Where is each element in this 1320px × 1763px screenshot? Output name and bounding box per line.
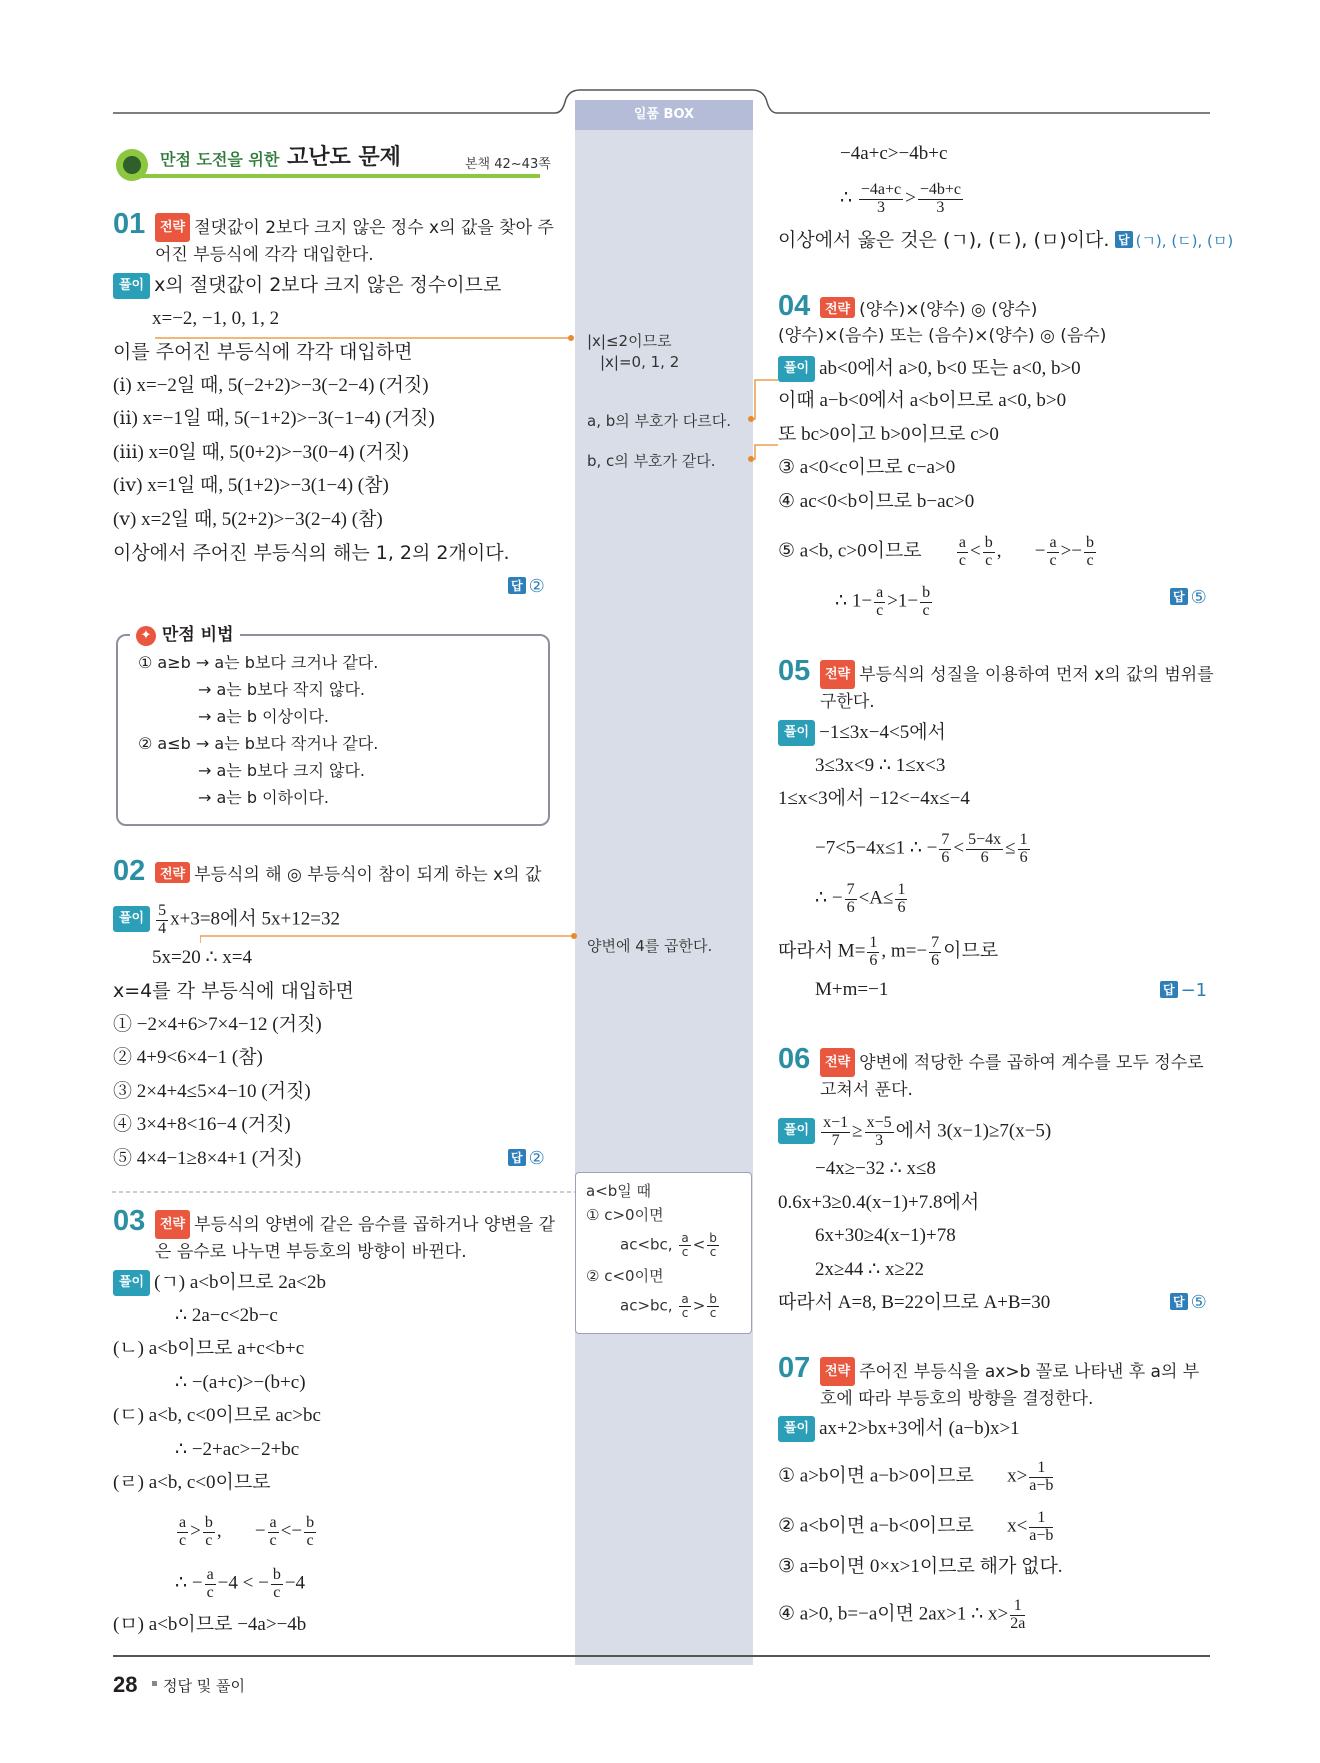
- solution-line: (ㄴ) a<b이므로 a+c<b+c: [113, 1338, 305, 1359]
- side-note: |x|=0, 1, 2: [600, 353, 680, 371]
- strategy-04: 전략 (양수)×(양수) ◎ (양수): [820, 295, 1037, 320]
- solution-line: 6x+30≥4(x−1)+78: [815, 1225, 956, 1246]
- solution-line: −4x≥−32 ∴ x≤8: [815, 1158, 936, 1179]
- problem-number: 02: [113, 855, 146, 887]
- solution-line: (ⅳ) x=1일 때, 5(1+2)>−3(1−4) (참): [113, 475, 389, 496]
- solution-line: 풀이 −1≤3x−4<5에서: [778, 720, 946, 746]
- solution-line: (ⅲ) x=0일 때, 5(0+2)>−3(0−4) (거짓): [113, 442, 409, 463]
- section-title: 고난도 문제: [287, 145, 401, 170]
- solution-line: 이상에서 옳은 것은 (ㄱ), (ㄷ), (ㅁ)이다.: [778, 229, 1110, 251]
- solution-line: ∴ − $\frac{a}{c}$ −4 < − $\frac{b}{c}$ −4: [175, 1566, 306, 1601]
- tip-line: → a는 b 이하이다.: [198, 788, 329, 807]
- solution-line: ② 4+9<6×4−1 (참): [113, 1047, 263, 1068]
- solution-line: 풀이 $\frac{x-1}{7}$ ≥ $\frac{x-5}{3}$ 에서 3(x−1)≥7(x−5): [778, 1115, 1051, 1149]
- strategy-06: 전략 양변에 적당한 수를 곱하여 계수를 모두 정수로 고쳐서 푼다.: [820, 1048, 1215, 1104]
- tip-line: → a는 b보다 작지 않다.: [198, 680, 365, 699]
- solution-line: 풀이 (ㄱ) a<b이므로 2a<2b: [113, 1270, 326, 1296]
- page-reference: 본책 42~43쪽: [465, 157, 551, 172]
- box-label: 일품 BOX: [633, 107, 695, 122]
- solution-line: ∴ 1− $\frac{a}{c}$ >1− $\frac{b}{c}$: [835, 584, 931, 619]
- solution-line: ④ a>0, b=−a이면 2ax>1 ∴ x> $\frac{1}{2a}$: [778, 1597, 1026, 1632]
- answer-04: 답 ⑤: [1170, 587, 1207, 608]
- solution-line: ∴ 2a−c<2b−c: [175, 1305, 278, 1326]
- solution-line: (ⅰ) x=−2일 때, 5(−2+2)>−3(−2−4) (거짓): [113, 375, 429, 396]
- solution-line: (ㄷ) a<b, c<0이므로 ac>bc: [113, 1405, 321, 1426]
- strategy-02: 전략 부등식의 해 ◎ 부등식이 참이 되게 하는 x의 값: [155, 860, 541, 885]
- solution-line: ③ a<0<c이므로 c−a>0: [778, 457, 956, 478]
- section-title-small: 만점 도전을 위한: [160, 150, 280, 169]
- solution-line: 이를 주어진 부등식에 각각 대입하면: [113, 341, 413, 363]
- solution-line: ④ 3×4+8<16−4 (거짓): [113, 1114, 291, 1135]
- solution-line: $\frac{a}{c}$ > $\frac{b}{c}$ , − $\frac{a}{c}$ <− $\frac{b}{c}$: [179, 1514, 315, 1549]
- solution-line: 3≤3x<9 ∴ 1≤x<3: [815, 755, 946, 776]
- answer-06: 답 ⑤: [1170, 1292, 1207, 1313]
- tip-title: ✦ 만점 비법: [130, 620, 240, 646]
- solution-line: 5x=20 ∴ x=4: [152, 947, 253, 968]
- answer-01: 답 ②: [508, 576, 545, 597]
- tip-line: → a는 b 이상이다.: [198, 707, 329, 726]
- solution-line: ∴ −2+ac>−2+bc: [175, 1439, 300, 1460]
- answer-03: 답 (ㄱ), (ㄷ), (ㅁ): [1115, 230, 1233, 251]
- connector-line: [200, 933, 580, 947]
- strategy-04b: (양수)×(음수) 또는 (음수)×(양수) ◎ (음수): [778, 326, 1107, 346]
- tip-line: → a는 b보다 크지 않다.: [198, 761, 365, 780]
- solution-line: ④ ac<0<b이므로 b−ac>0: [778, 491, 975, 512]
- solution-line: 풀이 ax+2>bx+3에서 (a−b)x>1: [778, 1416, 1020, 1442]
- solution-line: 풀이 $\frac{5}{4}$ x+3=8에서 5x+12=32: [113, 903, 340, 937]
- solution-line: (ⅱ) x=−1일 때, 5(−1+2)>−3(−1−4) (거짓): [113, 408, 435, 429]
- footer-rule: [113, 1655, 1210, 1657]
- side-note: |x|≤2이므로: [587, 332, 672, 350]
- solution-line: ③ a=b이면 0×x>1이므로 해가 없다.: [778, 1556, 1063, 1577]
- side-box-line: ac<bc, $\frac{a}{c}$ < $\frac{b}{c}$: [620, 1231, 717, 1259]
- strategy-03: 전략 부등식의 양변에 같은 음수를 곱하거나 양변을 같은 음수로 나누면 부등호의 방향이 바뀐다.: [155, 1210, 555, 1266]
- solution-line: M+m=−1: [815, 979, 889, 1000]
- solution-line: ∴ −(a+c)>−(b+c): [175, 1372, 306, 1393]
- tip-line: ① a≥b → a는 b보다 크거나 같다.: [138, 653, 379, 672]
- side-note: b, c의 부호가 같다.: [587, 452, 716, 470]
- side-box-line: ac>bc, $\frac{a}{c}$ > $\frac{b}{c}$: [620, 1292, 717, 1320]
- solution-line: ① a>b이면 a−b>0이므로 x> $\frac{1}{a-b}$: [778, 1459, 1054, 1494]
- solution-line: 풀이 ab<0에서 a>0, b<0 또는 a<0, b>0: [778, 356, 1081, 382]
- box-header: [575, 100, 753, 130]
- solution-line: (ㄹ) a<b, c<0이므로: [113, 1472, 271, 1493]
- problem-number: 05: [778, 655, 811, 687]
- solution-line: 풀이 x의 절댓값이 2보다 크지 않은 정수이므로: [113, 273, 501, 299]
- side-note: a, b의 부호가 다르다.: [587, 412, 731, 430]
- solution-line: ∴ $\frac{-4a+c}{3}$ > $\frac{-4b+c}{3}$: [840, 181, 961, 216]
- answer-02: 답 ②: [508, 1148, 545, 1169]
- page-number: 28: [113, 1672, 138, 1697]
- problem-number: 01: [113, 208, 146, 240]
- solution-line: x=−2, −1, 0, 1, 2: [152, 308, 280, 329]
- side-box-line: ① c>0이면: [586, 1206, 664, 1224]
- solution-line: 이때 a−b<0에서 a<b이므로 a<0, b>0: [778, 390, 1067, 411]
- dashed-divider: [112, 1190, 577, 1194]
- problem-number: 06: [778, 1043, 811, 1075]
- side-box-line: ② c<0이면: [586, 1267, 664, 1285]
- connector-line: [748, 375, 783, 470]
- solution-line: −4a+c>−4b+c: [840, 143, 948, 164]
- strategy-01: 전략 절댓값이 2보다 크지 않은 정수 x의 값을 찾아 주어진 부등식에 각각 대입한다.: [155, 213, 555, 269]
- tip-line: ② a≤b → a는 b보다 작거나 같다.: [138, 734, 379, 753]
- bullet-icon: [152, 1681, 157, 1686]
- solution-line: 2x≥44 ∴ x≥22: [815, 1259, 924, 1280]
- solution-line: (ⅴ) x=2일 때, 5(2+2)>−3(2−4) (참): [113, 509, 383, 530]
- solution-line: 1≤x<3에서 −12<−4x≤−4: [778, 788, 970, 809]
- solution-line: ⑤ a<b, c>0이므로 $\frac{a}{c}$ < $\frac{b}{c}$ , − $\frac{a}{c}$ >− $\frac{b}{c}$: [778, 534, 1094, 569]
- solution-line: 또 bc>0이고 b>0이므로 c>0: [778, 424, 999, 445]
- connector-line: [155, 334, 575, 344]
- solution-line: 0.6x+3≥0.4(x−1)+7.8에서: [778, 1192, 980, 1213]
- solution-line: ② a<b이면 a−b<0이므로 x< $\frac{1}{a-b}$: [778, 1509, 1054, 1544]
- solution-line: x=4를 각 부등식에 대입하면: [113, 980, 354, 1002]
- solution-line: (ㅁ) a<b이므로 −4a>−4b: [113, 1614, 307, 1635]
- solution-line: 이상에서 주어진 부등식의 해는 1, 2의 2개이다.: [113, 542, 510, 564]
- solution-line: ③ 2×4+4≤5×4−10 (거짓): [113, 1081, 311, 1102]
- strategy-07: 전략 주어진 부등식을 ax>b 꼴로 나타낸 후 a의 부호에 따라 부등호의 방향을 결정한다.: [820, 1357, 1215, 1413]
- side-note: 양변에 4를 곱한다.: [587, 937, 713, 955]
- solution-line: 따라서 A=8, B=22이므로 A+B=30: [778, 1292, 1051, 1313]
- problem-number: 03: [113, 1205, 146, 1237]
- problem-number: 07: [778, 1352, 811, 1384]
- strategy-05: 전략 부등식의 성질을 이용하여 먼저 x의 값의 범위를 구한다.: [820, 660, 1215, 716]
- solution-line: −7<5−4x≤1 ∴ − $\frac{7}{6}$ < $\frac{5-4x}{6}$ ≤ $\frac{1}{6}$: [815, 831, 1028, 866]
- footer-label: 정답 및 풀이: [163, 1677, 245, 1695]
- solution-line: ⑤ 4×4−1≥8×4+1 (거짓): [113, 1148, 302, 1169]
- solution-line: ∴ − $\frac{7}{6}$ <A≤ $\frac{1}{6}$: [815, 881, 906, 916]
- solution-line: ① −2×4+6>7×4−12 (거짓): [113, 1014, 322, 1035]
- lightbulb-icon: ✦: [136, 626, 156, 646]
- side-box-line: a<b일 때: [586, 1182, 652, 1200]
- answer-05: 답 −1: [1160, 980, 1207, 1001]
- solution-line: 따라서 M= $\frac{1}{6}$ , m=− $\frac{7}{6}$ 이므로: [778, 934, 999, 969]
- problem-number: 04: [778, 290, 811, 322]
